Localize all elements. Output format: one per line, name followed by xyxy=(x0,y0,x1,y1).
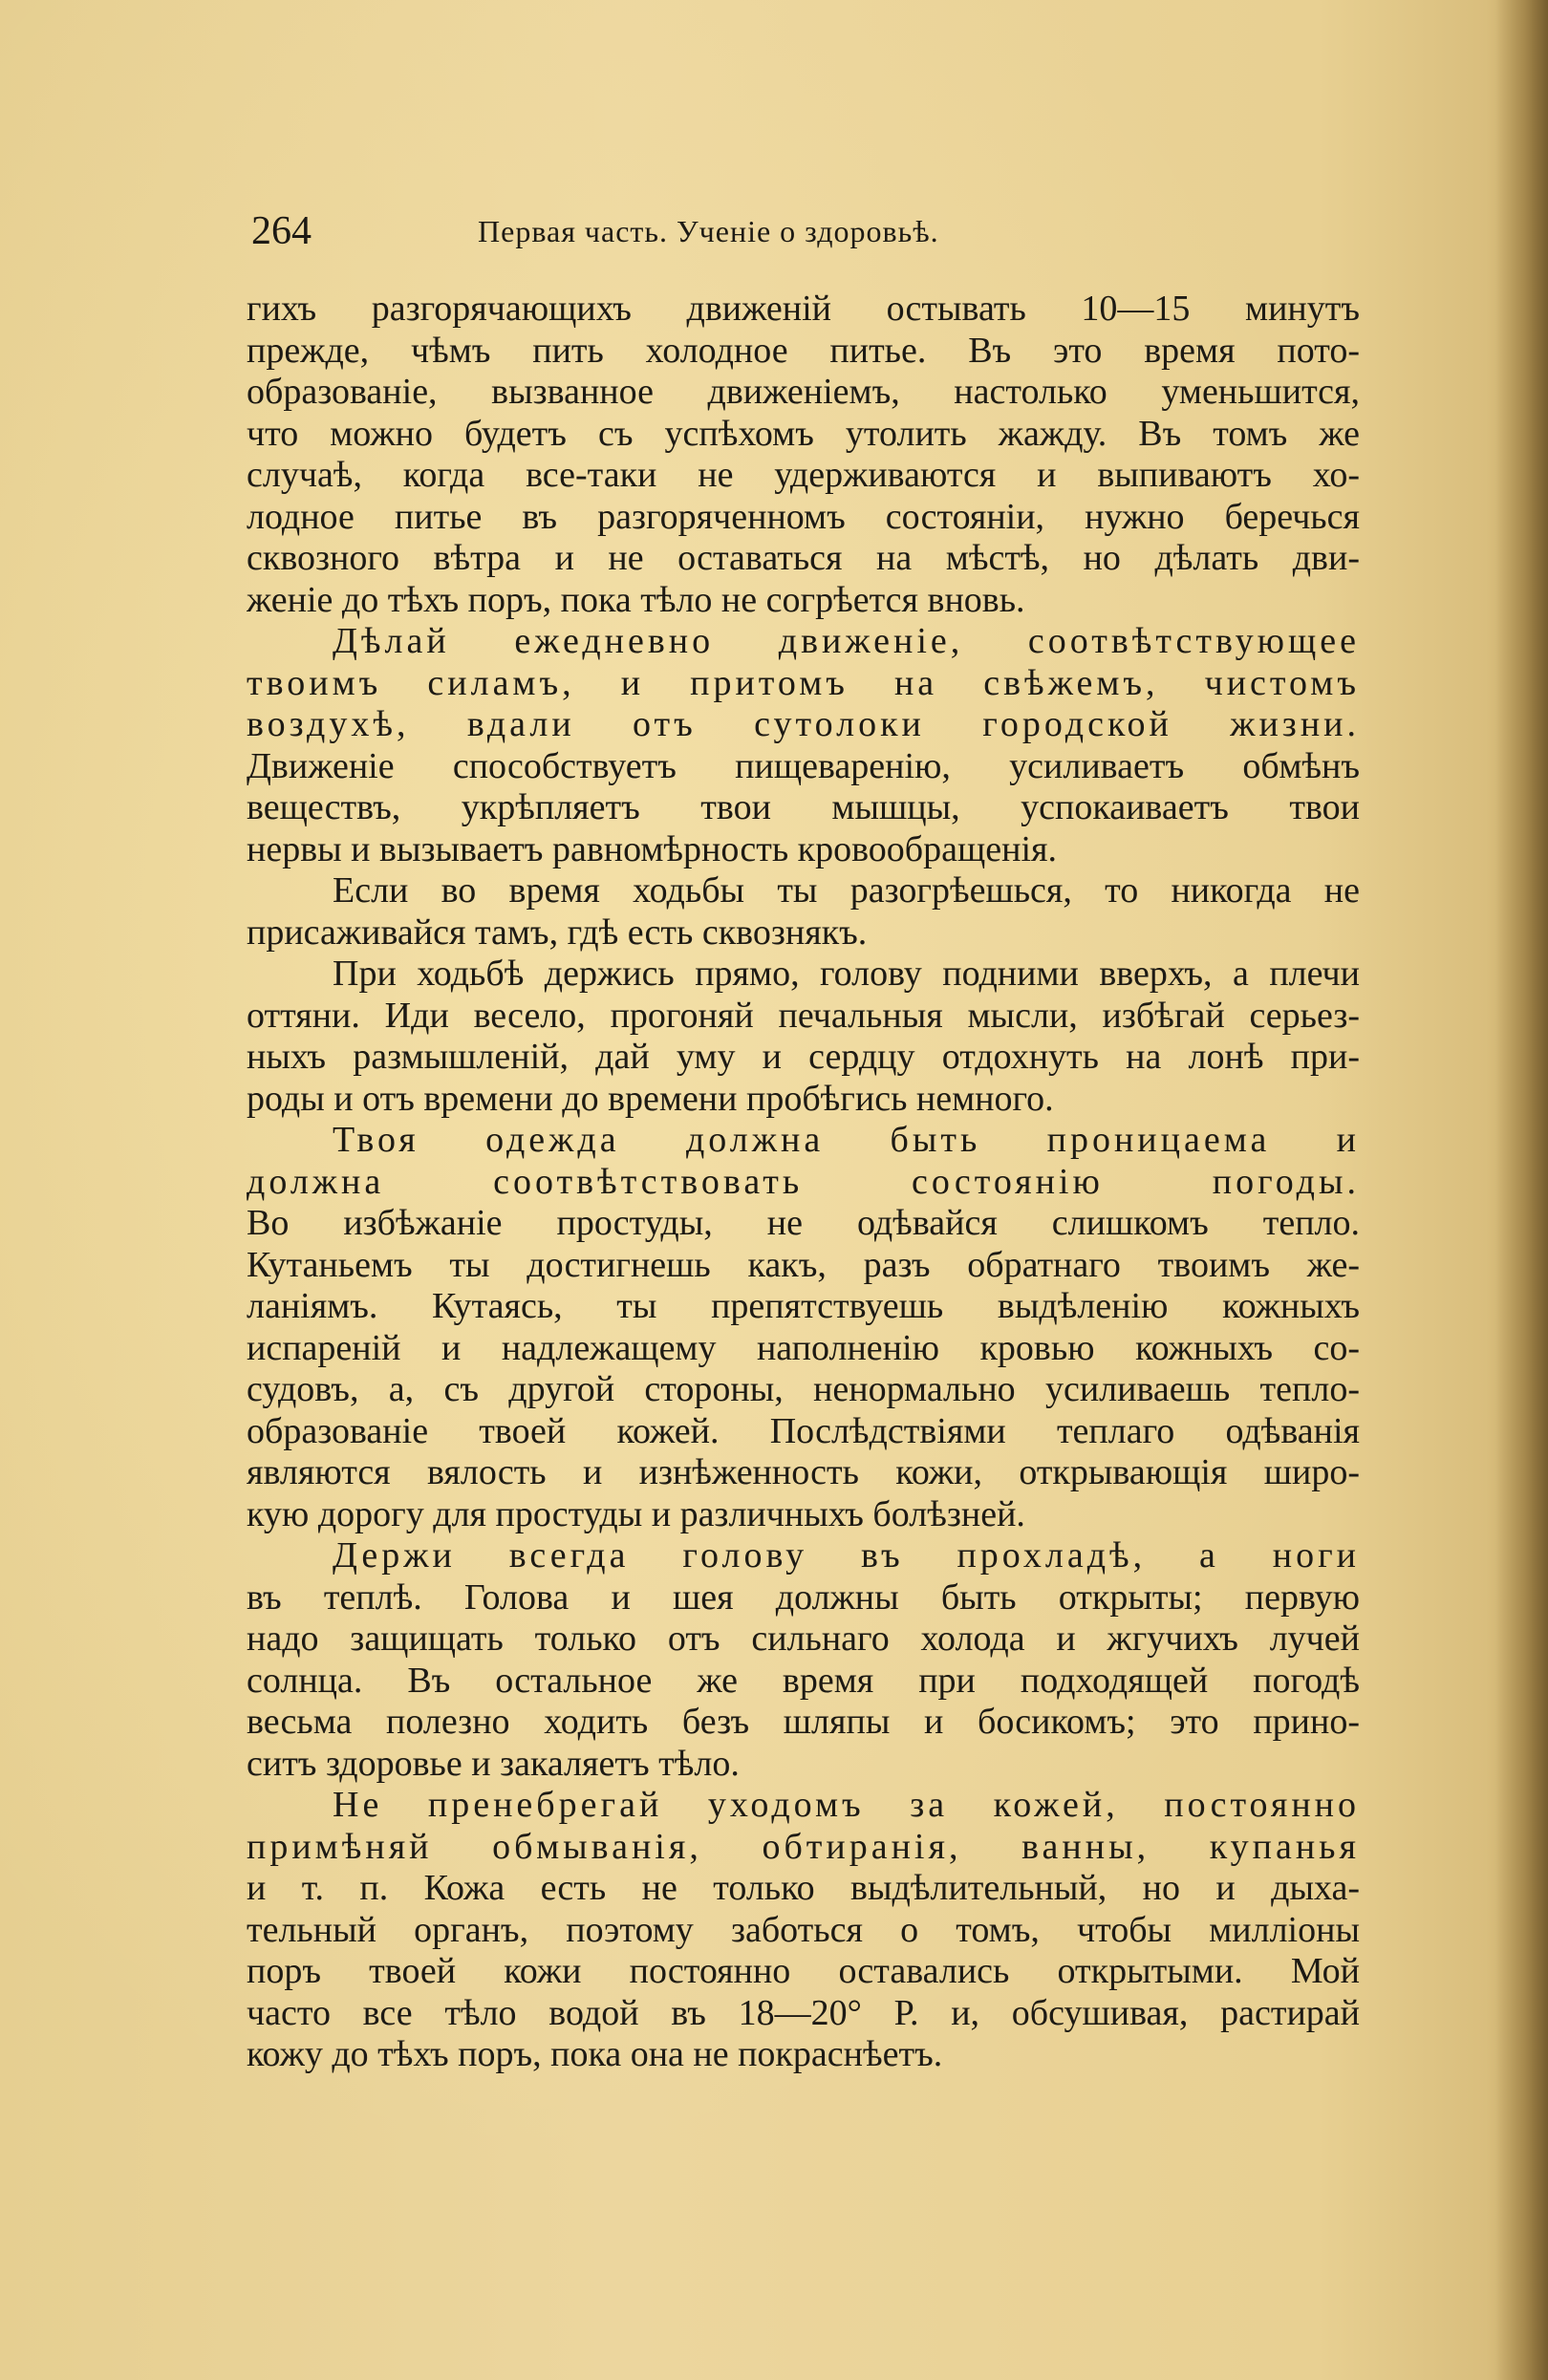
text-line: воздухѣ, вдали отъ сутолоки городской жизни. xyxy=(247,704,1360,744)
text-line: ситъ здоровье и закаляетъ тѣло. xyxy=(247,1743,740,1784)
text-line: Если во время ходьбы ты разогрѣешься, то никогда не xyxy=(333,870,1360,911)
body-text xyxy=(247,289,1360,2076)
text-line: весьма полезно ходить безъ шляпы и босикомъ; это прино- xyxy=(247,1702,1360,1742)
text-line: должна соотвѣтствовать состоянію погоды. xyxy=(247,1161,1360,1202)
text-line: надо защищать только отъ сильнаго холода и жгучихъ лучей xyxy=(247,1619,1360,1659)
text-line: ныхъ размышленій, дай уму и сердцу отдохнуть на лонѣ при- xyxy=(247,1037,1360,1077)
text-line: женіе до тѣхъ поръ, пока тѣло не согрѣется вновь. xyxy=(247,579,1025,620)
text-line: тельный органъ, поэтому заботься о томъ, чтобы милліоны xyxy=(247,1909,1360,1950)
text-line: образованіе твоей кожей. Послѣдствіями теплаго одѣванія xyxy=(247,1410,1360,1451)
text-line: Движеніе способствуетъ пищеваренію, усиливаетъ обмѣнъ xyxy=(247,745,1360,786)
text-line: При ходьбѣ держись прямо, голову подними вверхъ, а плечи xyxy=(333,954,1360,994)
text-line: испареній и надлежащему наполненію кровью кожныхъ со- xyxy=(247,1327,1360,1368)
text-line: Во избѣжаніе простуды, не одѣвайся слишкомъ тепло. xyxy=(247,1203,1360,1243)
text-line: являются вялость и изнѣженность кожи, открывающія широ- xyxy=(247,1452,1360,1492)
text-line: Твоя одежда должна быть проницаема и xyxy=(333,1120,1360,1160)
text-line: солнца. Въ остальное же время при подходящей погодѣ xyxy=(247,1660,1360,1701)
text-line: Держи всегда голову въ прохладѣ, а ноги xyxy=(333,1535,1360,1576)
text-line: въ теплѣ. Голова и шея должны быть открыты; первую xyxy=(247,1576,1360,1618)
text-line: кую дорогу для простуды и различныхъ болѣзней. xyxy=(247,1493,1025,1534)
text-line: часто все тѣло водой въ 18—20° Р. и, обсушивая, растирай xyxy=(247,1992,1360,2033)
page-spine-shadow xyxy=(1495,0,1548,2380)
text-line: сквозного вѣтра и не оставаться на мѣстѣ, но дѣлать дви- xyxy=(247,538,1360,578)
text-line: поръ твоей кожи постоянно оставались открытыми. Мой xyxy=(247,1951,1360,1991)
text-line: кожу до тѣхъ поръ, пока она не покраснѣетъ. xyxy=(247,2034,943,2074)
text-line: Дѣлай ежедневно движеніе, соотвѣтствующее xyxy=(333,621,1360,661)
text-line: прежде, чѣмъ пить холодное питье. Въ это время пото- xyxy=(247,330,1360,371)
text-line: Кутаньемъ ты достигнешь какъ, разъ обратнаго твоимъ же- xyxy=(247,1244,1360,1285)
text-line: что можно будетъ съ успѣхомъ утолить жажду. Въ томъ же xyxy=(247,413,1360,454)
text-line: случаѣ, когда все-таки не удерживаются и выпиваютъ хо- xyxy=(247,455,1360,495)
running-head xyxy=(0,203,1548,260)
text-line: Не пренебрегай уходомъ за кожей, постоянно xyxy=(333,1785,1360,1825)
running-head-title: Первая часть. Ученіе о здоровьѣ. xyxy=(478,214,939,248)
text-line: присаживайся тамъ, гдѣ есть сквознякъ. xyxy=(247,911,868,953)
text-line: оттяни. Иди весело, прогоняй печальныя мысли, избѣгай серьез- xyxy=(247,995,1360,1036)
text-line: нервы и вызываетъ равномѣрность кровообращенія. xyxy=(247,828,1057,869)
text-line: веществъ, укрѣпляетъ твои мышцы, успокаиваетъ твои xyxy=(247,787,1360,827)
text-line: роды и отъ времени до времени пробѣгись немного. xyxy=(247,1078,1054,1119)
text-line: гихъ разгорячающихъ движеній остывать 10—15 минутъ xyxy=(247,289,1360,329)
text-line: примѣняй обмыванія, обтиранія, ванны, купанья xyxy=(247,1826,1360,1867)
text-line: образованіе, вызванное движеніемъ, настолько уменьшится, xyxy=(247,372,1360,412)
text-line: и т. п. Кожа есть не только выдѣлительный, но и дыха- xyxy=(247,1868,1360,1908)
text-line: твоимъ силамъ, и притомъ на свѣжемъ, чистомъ xyxy=(247,662,1360,703)
page-number: 264 xyxy=(251,209,312,253)
text-line: лодное питье въ разгоряченномъ состояніи, нужно беречься xyxy=(247,496,1360,537)
text-line: судовъ, а, съ другой стороны, ненормально усиливаешь тепло- xyxy=(247,1369,1360,1409)
text-line: ланіямъ. Кутаясь, ты препятствуешь выдѣленію кожныхъ xyxy=(247,1286,1360,1326)
